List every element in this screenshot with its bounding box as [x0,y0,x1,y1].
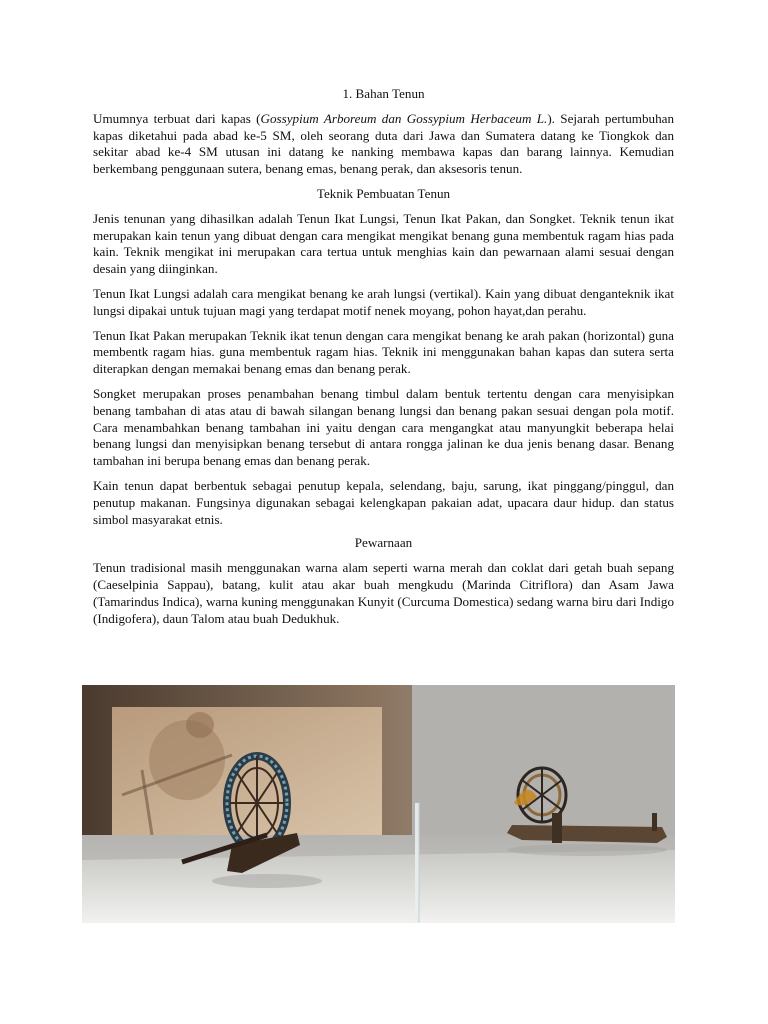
paragraph-ikat-pakan: Tenun Ikat Pakan merupakan Teknik ikat tenun dengan cara mengikat benang ke arah pakan (horizontal) guna membentk ragam hias. guna membentuk ragam hias. Teknik ini menggunakan bahan kapas dan sutera serta diterapkan dengan memakai benang emas dan benang perak. [93,327,674,377]
paragraph-bahan-tenun [93,111,674,178]
heading-bahan-tenun: 1. Bahan Tenun [342,86,425,101]
heading-pewarnaan: Pewarnaan [354,535,413,551]
heading-teknik-pembuatan: Teknik Pembuatan Tenun [316,185,451,201]
paragraph-ikat-lungsi: Tenun Ikat Lungsi adalah cara mengikat benang ke arah lungsi (vertikal). Kain yang dibuat denganteknik ikat lungsi dipakai untuk tujuan magi yang terdapat motif nenek moyang, pohon hayat,dan perahu. [93,285,674,318]
document-body [93,86,674,635]
paragraph-pewarnaan: Tenun tradisional masih menggunakan warna alam seperti warna merah dan coklat dari getah buah sepang (Caeselpinia Sappau), batang, kulit atau akar buah mengkudu (Marinda Citriflora) dan Asam Jawa (Tamarindus Indica), warna kuning menggunakan Kunyit (Curcuma Domestica) sedang warna biru dari Indigo (Indigofera), daun Talom atau buah Dedukhuk. [93,560,674,626]
paragraph-bahan-before: Umumnya terbuat dari kapas ( [93,110,261,126]
paragraph-fungsi-kain: Kain tenun dapat berbentuk sebagai penutup kepala, selendang, baju, sarung, ikat pinggang/pinggul, dan penutup makanan. Fungsinya digunakan sebagai kelengkapan pakaian adat, upacara daur hidup. dan status simbol masyarakat etnis. [93,477,674,527]
paragraph-bahan-species: Gossypium Arboreum dan Gossypium Herbaceum L. [260,110,548,126]
paragraph-songket: Songket merupakan proses penambahan benang timbul dalam bentuk tertentu dengan cara menyisipkan benang tambahan di atas atau di bawah silangan benang lungsi dan benang pakan sesuai dengan pola motif. Cara menambahkan benang tambahan ini yaitu dengan cara mengangkat atau manyungkit beberapa helai benang lungsi dan menyisipkan benang tersebut di antara rongga jalinan ke dua jenis benang dasar. Benang tambahan ini berupa benang emas dan benang perak. [93,385,674,469]
glass-divider [415,803,419,923]
museum-photo [82,685,675,923]
paragraph-bahan-after: ). Sejarah pertumbuhan kapas diketahui pada abad ke-5 SM, oleh seorang duta dari Jawa dan Sumatera datang ke Tiongkok dan sekitar abad ke-4 SM utusan ini datang ke nanking membawa kapas dan barang lainnya. Kemudian berkembang penggunaan sutera, benang emas, benang perak, dan aksesoris tenun. [93,110,674,177]
panel-figure-head [186,712,214,738]
paragraph-jenis-tenunan: Jenis tenunan yang dihasilkan adalah Tenun Ikat Lungsi, Tenun Ikat Pakan, dan Songket. Teknik tenun ikat merupakan kain tenun yang dibuat dengan cara mengikat mengikat benang guna membentuk ragam hias pada kain. Teknik mengikat ini merupakan cara tertua untuk menghias kain dan pewarnaan alami sesuai dengan desain yang diinginkan. [93,210,674,277]
panel-figure [149,720,225,800]
